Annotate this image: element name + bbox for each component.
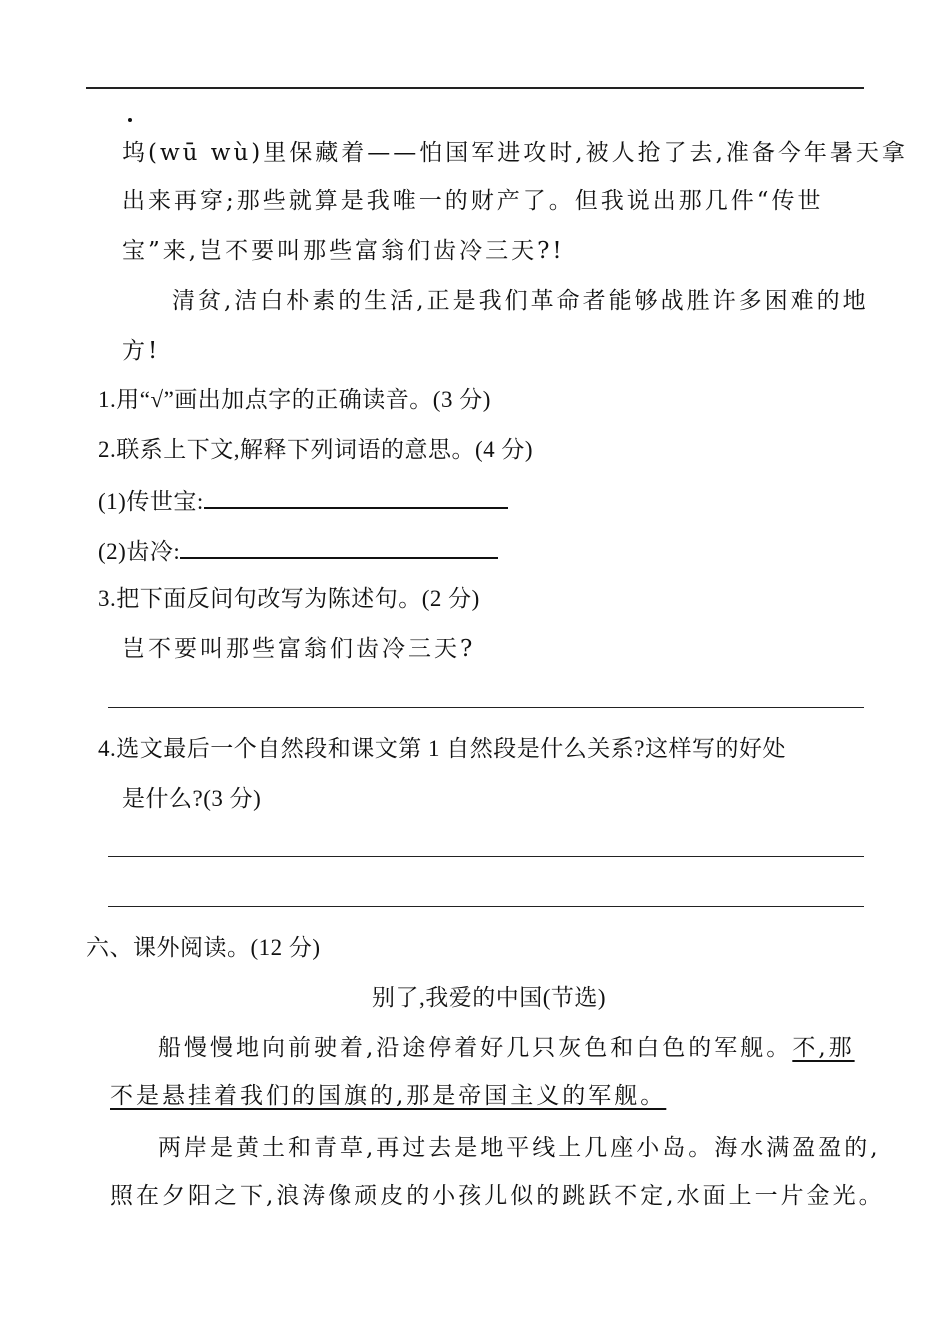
answer-blank-chuanshibao[interactable] [204,485,508,509]
question-2-1-label: (1)传世宝: [98,489,204,514]
passage-line-5: 方! [122,338,161,364]
question-4-line-1: 4.选文最后一个自然段和课文第 1 自然段是什么关系?这样写的好处 [98,736,786,761]
answer-blank-chileng[interactable] [180,535,498,559]
question-1: 1.用“√”画出加点字的正确读音。(3 分) [98,387,491,412]
passage-line-1: 坞(wū wù)里保藏着——怕国军进攻时,被人抢了去,准备今年暑天拿 [122,140,908,166]
header-rule [86,87,864,89]
section-6-heading: 六、课外阅读。(12 分) [86,935,321,960]
question-2-2-label: (2)齿冷: [98,539,181,564]
reading-p2-line-2: 照在夕阳之下,浪涛像顽皮的小孩儿似的跳跃不定,水面上一片金光。 [110,1183,885,1209]
question-2-1 [98,485,508,517]
reading-p1-line-2 [110,1081,666,1111]
answer-line-q3[interactable] [108,707,864,708]
underlined-sentence-part-1: 不,那 [792,1035,855,1061]
question-4-line-2: 是什么?(3 分) [122,786,262,811]
passage-line-4: 清贫,洁白朴素的生活,正是我们革命者能够战胜许多困难的地 [172,288,869,314]
passage-line-3: 宝”来,岂不要叫那些富翁们齿冷三天?! [122,238,565,264]
passage-line-2: 出来再穿;那些就算是我唯一的财产了。但我说出那几件“传世 [122,188,824,214]
question-3: 3.把下面反问句改写为陈述句。(2 分) [98,586,480,611]
reading-p1-line-1 [158,1033,855,1063]
reading-p1-line-1-text: 船慢慢地向前驶着,沿途停着好几只灰色和白色的军舰。 [158,1035,793,1061]
question-3-sentence: 岂不要叫那些富翁们齿冷三天? [122,636,476,662]
question-2-2 [98,535,498,567]
answer-line-q4-1[interactable] [108,856,864,857]
reading-p2-line-1: 两岸是黄土和青草,再过去是地平线上几座小岛。海水满盈盈的, [158,1135,881,1161]
emphasis-dot [128,118,132,122]
underlined-sentence-part-2: 不是悬挂着我们的国旗的,那是帝国主义的军舰。 [110,1083,667,1109]
reading-title: 别了,我爱的中国(节选) [372,985,607,1010]
question-2: 2.联系上下文,解释下列词语的意思。(4 分) [98,437,534,462]
answer-line-q4-2[interactable] [108,906,864,907]
